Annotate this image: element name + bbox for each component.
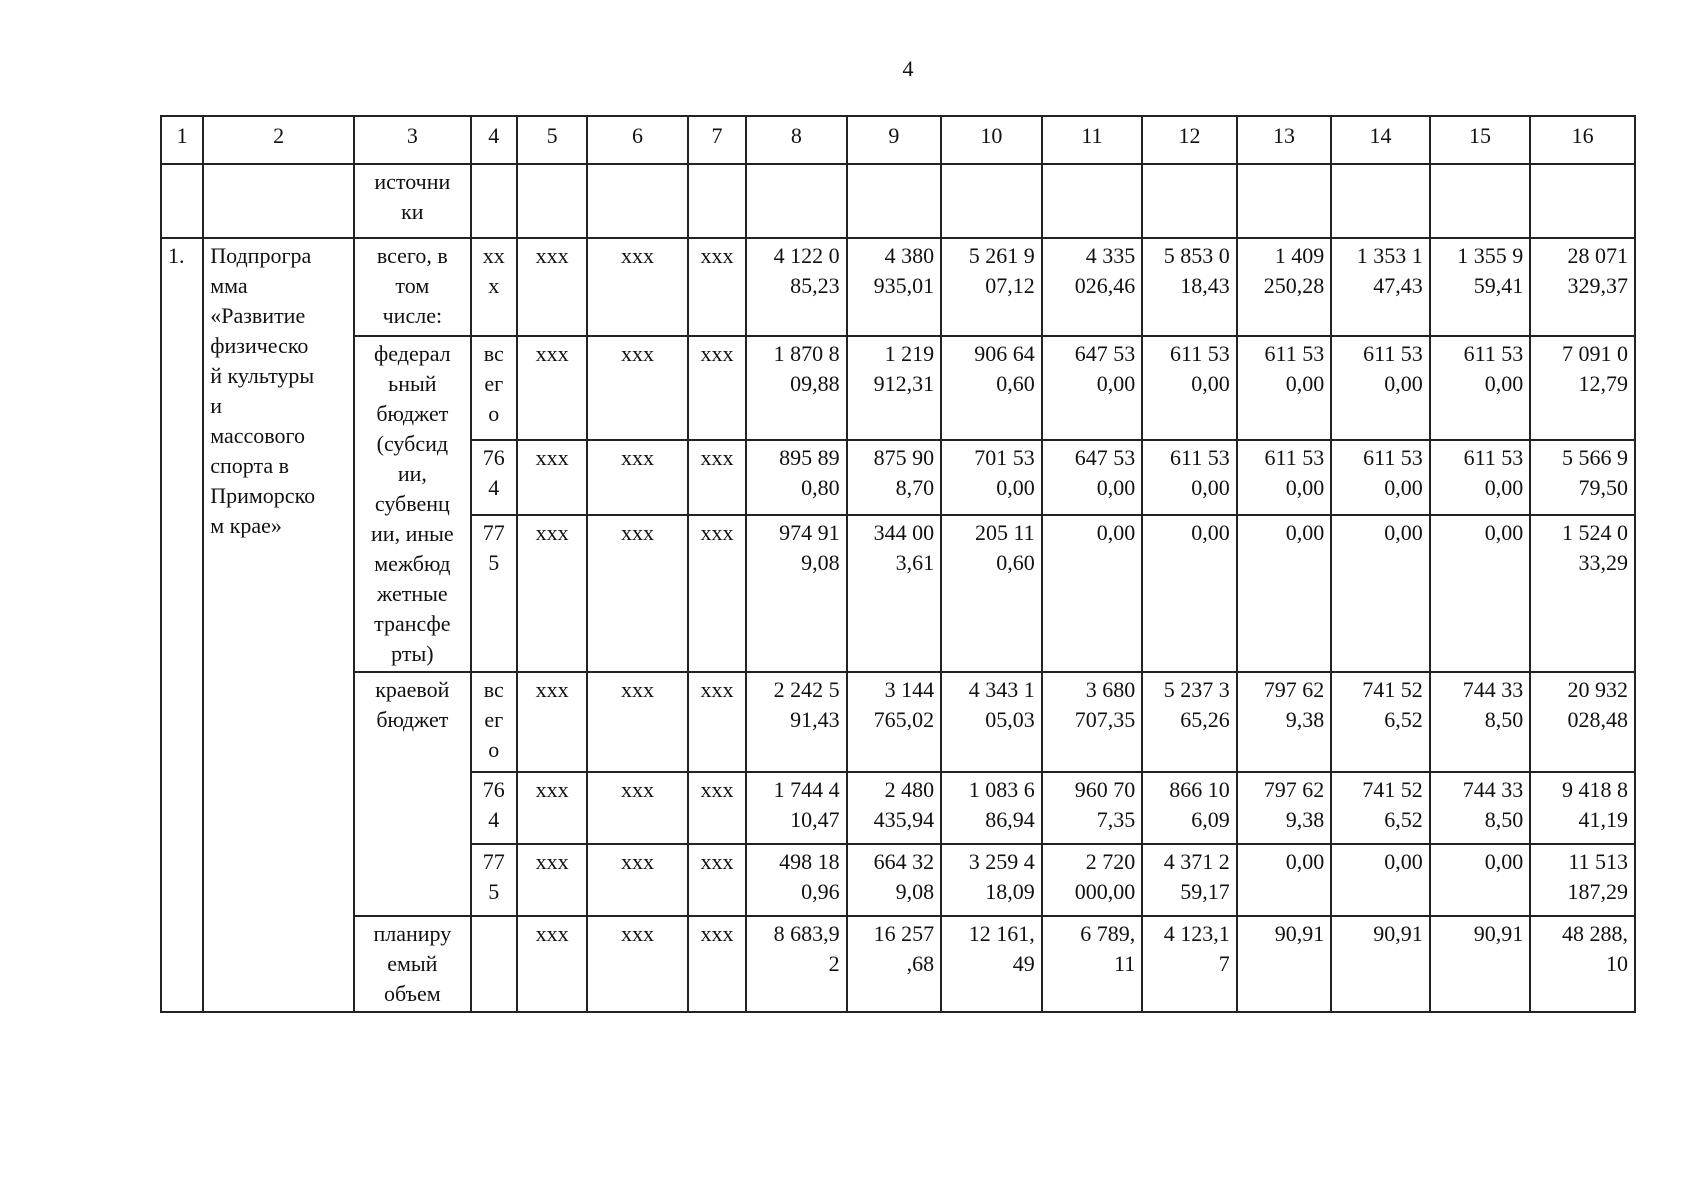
placeholder-cell: ххх <box>587 916 688 1012</box>
table-row <box>161 336 1635 440</box>
value-cell: 797 62 9,38 <box>1237 672 1332 772</box>
empty-cell <box>941 164 1042 238</box>
value-cell: 875 90 8,70 <box>847 440 942 515</box>
placeholder-cell: ххх <box>587 336 688 440</box>
header-cell: 12 <box>1142 116 1237 164</box>
value-cell: 90,91 <box>1331 916 1430 1012</box>
value-cell: 611 53 0,00 <box>1237 440 1332 515</box>
placeholder-cell: ххх <box>688 772 746 844</box>
header-cell: 11 <box>1042 116 1143 164</box>
empty-cell <box>587 164 688 238</box>
placeholder-cell: ххх <box>587 238 688 336</box>
value-cell: 6 789, 11 <box>1042 916 1143 1012</box>
placeholder-cell: ххх <box>688 515 746 672</box>
placeholder-cell: ххх <box>517 336 587 440</box>
value-cell: 960 70 7,35 <box>1042 772 1143 844</box>
value-cell: 1 219 912,31 <box>847 336 942 440</box>
code-cell: 76 4 <box>471 440 517 515</box>
header-cell: 7 <box>688 116 746 164</box>
placeholder-cell: ххх <box>688 336 746 440</box>
value-cell: 5 853 0 18,43 <box>1142 238 1237 336</box>
value-cell: 2 720 000,00 <box>1042 844 1143 916</box>
value-cell: 498 18 0,96 <box>746 844 847 916</box>
empty-cell <box>161 164 203 238</box>
value-cell: 2 480 435,94 <box>847 772 942 844</box>
value-cell: 1 524 0 33,29 <box>1530 515 1635 672</box>
placeholder-cell: ххх <box>688 238 746 336</box>
value-cell: 647 53 0,00 <box>1042 440 1143 515</box>
empty-cell <box>688 164 746 238</box>
value-cell: 744 33 8,50 <box>1430 672 1531 772</box>
value-cell: 974 91 9,08 <box>746 515 847 672</box>
value-cell: 4 123,1 7 <box>1142 916 1237 1012</box>
value-cell: 866 10 6,09 <box>1142 772 1237 844</box>
value-cell: 4 335 026,46 <box>1042 238 1143 336</box>
header-row <box>161 116 1635 164</box>
subprogram-name: Подпрогра мма «Развитие физическо й культуры и массового спорта в Приморско м крае» <box>203 238 354 1012</box>
empty-cell <box>517 164 587 238</box>
header-cell: 10 <box>941 116 1042 164</box>
header-cell: 6 <box>587 116 688 164</box>
code-cell: 77 5 <box>471 844 517 916</box>
code-cell: 77 5 <box>471 515 517 672</box>
code-cell: вс ег о <box>471 336 517 440</box>
value-cell: 9 418 8 41,19 <box>1530 772 1635 844</box>
value-cell: 0,00 <box>1042 515 1143 672</box>
value-cell: 5 261 9 07,12 <box>941 238 1042 336</box>
placeholder-cell: ххх <box>517 844 587 916</box>
sources-label: источни ки <box>354 164 471 238</box>
header-cell: 15 <box>1430 116 1531 164</box>
code-cell: вс ег о <box>471 672 517 772</box>
value-cell: 1 083 6 86,94 <box>941 772 1042 844</box>
value-cell: 4 371 2 59,17 <box>1142 844 1237 916</box>
empty-cell <box>471 164 517 238</box>
placeholder-cell: ххх <box>587 772 688 844</box>
placeholder-cell: ххх <box>688 440 746 515</box>
header-cell: 4 <box>471 116 517 164</box>
placeholder-cell: ххх <box>517 672 587 772</box>
source-federal: федерал ьный бюджет (субсид ии, субвенц ии, иные межбюд жетные трансфе рты) <box>354 336 471 672</box>
source-regional: краевой бюджет <box>354 672 471 916</box>
source-planned: планиру емый объем <box>354 916 471 1012</box>
placeholder-cell: ххх <box>587 440 688 515</box>
value-cell: 3 680 707,35 <box>1042 672 1143 772</box>
value-cell: 48 288, 10 <box>1530 916 1635 1012</box>
value-cell: 0,00 <box>1430 515 1531 672</box>
value-cell: 4 122 0 85,23 <box>746 238 847 336</box>
value-cell: 611 53 0,00 <box>1142 336 1237 440</box>
value-cell: 4 343 1 05,03 <box>941 672 1042 772</box>
value-cell: 205 11 0,60 <box>941 515 1042 672</box>
value-cell: 1 409 250,28 <box>1237 238 1332 336</box>
empty-cell <box>1237 164 1332 238</box>
value-cell: 3 144 765,02 <box>847 672 942 772</box>
value-cell: 797 62 9,38 <box>1237 772 1332 844</box>
value-cell: 16 257 ,68 <box>847 916 942 1012</box>
value-cell: 1 355 9 59,41 <box>1430 238 1531 336</box>
value-cell: 2 242 5 91,43 <box>746 672 847 772</box>
value-cell: 664 32 9,08 <box>847 844 942 916</box>
value-cell: 3 259 4 18,09 <box>941 844 1042 916</box>
placeholder-cell: ххх <box>587 844 688 916</box>
placeholder-cell: ххх <box>517 515 587 672</box>
placeholder-cell: ххх <box>587 672 688 772</box>
value-cell: 744 33 8,50 <box>1430 772 1531 844</box>
value-cell: 0,00 <box>1331 844 1430 916</box>
source-total: всего, в том числе: <box>354 238 471 336</box>
value-cell: 0,00 <box>1430 844 1531 916</box>
value-cell: 895 89 0,80 <box>746 440 847 515</box>
placeholder-cell: ххх <box>688 916 746 1012</box>
value-cell: 5 237 3 65,26 <box>1142 672 1237 772</box>
placeholder-cell: ххх <box>517 772 587 844</box>
value-cell: 344 00 3,61 <box>847 515 942 672</box>
code-cell: хх х <box>471 238 517 336</box>
empty-cell <box>1042 164 1143 238</box>
header-cell: 9 <box>847 116 942 164</box>
value-cell: 647 53 0,00 <box>1042 336 1143 440</box>
header-cell: 5 <box>517 116 587 164</box>
header-cell: 14 <box>1331 116 1430 164</box>
header-cell: 8 <box>746 116 847 164</box>
value-cell: 1 744 4 10,47 <box>746 772 847 844</box>
header-cell: 16 <box>1530 116 1635 164</box>
placeholder-cell: ххх <box>688 672 746 772</box>
value-cell: 701 53 0,00 <box>941 440 1042 515</box>
value-cell: 11 513 187,29 <box>1530 844 1635 916</box>
value-cell: 611 53 0,00 <box>1430 336 1531 440</box>
value-cell: 611 53 0,00 <box>1331 336 1430 440</box>
value-cell: 611 53 0,00 <box>1430 440 1531 515</box>
placeholder-cell: ххх <box>517 238 587 336</box>
value-cell: 1 870 8 09,88 <box>746 336 847 440</box>
value-cell: 12 161, 49 <box>941 916 1042 1012</box>
empty-cell <box>1530 164 1635 238</box>
value-cell: 741 52 6,52 <box>1331 772 1430 844</box>
placeholder-cell: ххх <box>688 844 746 916</box>
table-row <box>161 672 1635 772</box>
value-cell: 611 53 0,00 <box>1331 440 1430 515</box>
empty-cell <box>847 164 942 238</box>
value-cell: 20 932 028,48 <box>1530 672 1635 772</box>
value-cell: 0,00 <box>1331 515 1430 672</box>
row-number: 1. <box>161 238 203 1012</box>
value-cell: 611 53 0,00 <box>1142 440 1237 515</box>
empty-cell <box>746 164 847 238</box>
header-cell: 2 <box>203 116 354 164</box>
value-cell: 0,00 <box>1237 515 1332 672</box>
table-row <box>161 238 1635 336</box>
value-cell: 741 52 6,52 <box>1331 672 1430 772</box>
header-cell: 13 <box>1237 116 1332 164</box>
value-cell: 1 353 1 47,43 <box>1331 238 1430 336</box>
value-cell: 906 64 0,60 <box>941 336 1042 440</box>
value-cell: 7 091 0 12,79 <box>1530 336 1635 440</box>
budget-table <box>160 115 1636 1013</box>
value-cell: 0,00 <box>1237 844 1332 916</box>
empty-cell <box>1331 164 1430 238</box>
placeholder-cell: ххх <box>517 440 587 515</box>
empty-cell <box>1142 164 1237 238</box>
value-cell: 90,91 <box>1237 916 1332 1012</box>
page-number: 4 <box>902 56 914 81</box>
value-cell: 5 566 9 79,50 <box>1530 440 1635 515</box>
value-cell: 28 071 329,37 <box>1530 238 1635 336</box>
sources-row <box>161 164 1635 238</box>
empty-cell <box>203 164 354 238</box>
value-cell: 4 380 935,01 <box>847 238 942 336</box>
code-cell <box>471 916 517 1012</box>
value-cell: 0,00 <box>1142 515 1237 672</box>
table-row <box>161 916 1635 1012</box>
header-cell: 1 <box>161 116 203 164</box>
value-cell: 8 683,9 2 <box>746 916 847 1012</box>
empty-cell <box>1430 164 1531 238</box>
value-cell: 611 53 0,00 <box>1237 336 1332 440</box>
placeholder-cell: ххх <box>587 515 688 672</box>
code-cell: 76 4 <box>471 772 517 844</box>
placeholder-cell: ххх <box>517 916 587 1012</box>
value-cell: 90,91 <box>1430 916 1531 1012</box>
header-cell: 3 <box>354 116 471 164</box>
